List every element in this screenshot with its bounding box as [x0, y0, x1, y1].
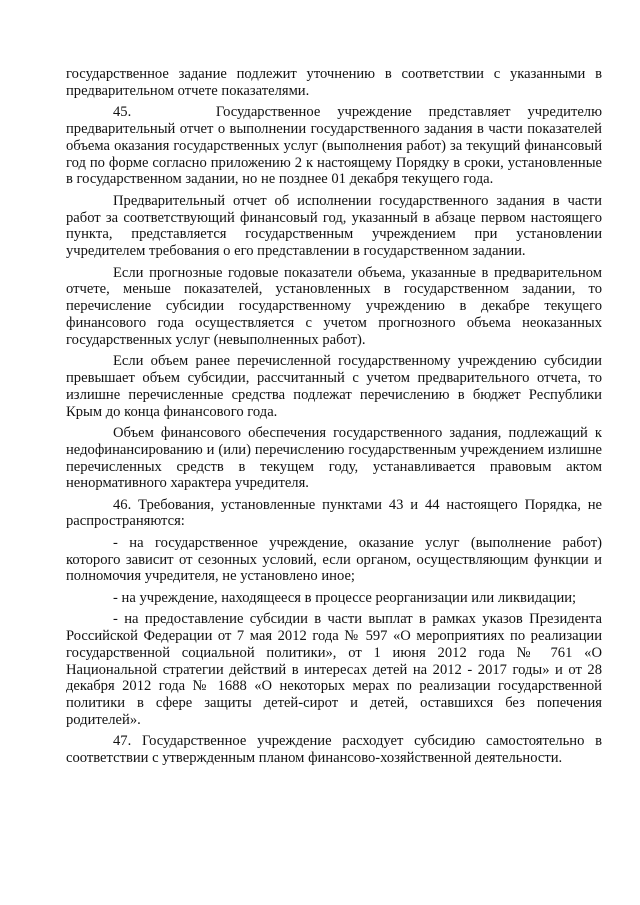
paragraph-item-46: 46. Требования, установленные пунктами 43 и 44 настоящего Порядка, не распространяются:: [66, 496, 602, 530]
document-page: [66, 66, 602, 772]
list-item-presidential-decrees: - на предоставление субсидии в части выплат в рамках указов Президента Российской Федерации от 7 мая 2012 года № 597 «О мероприятиях по реализации государственной социальной политики», от 1 июня 2012 года № 761 «О Национальной стратегии действий в интересах детей на 2012 - 2017 годы» и от 28 декабря 2012 года № 1688 «О некоторых мерах по реализации государственной политики в сфере защиты детей-сирот и детей, оставшихся без попечения родителей».: [66, 611, 602, 729]
paragraph-excess-subsidy: Если объем ранее перечисленной государственному учреждению субсидии превышает объем субсидии, рассчитанный с учетом предварительного отчета, то излишне перечисленные средства подлежат перечислению в бюджет Республики Крым до конца финансового года.: [66, 353, 602, 420]
paragraph-preliminary-report: Предварительный отчет об исполнении государственного задания в части работ за соответствующий финансовый год, указанный в абзаце первом настоящего пункта, представляется государственным учреждением при установлении учредителем требования о его представлении в государственном задании.: [66, 192, 602, 260]
paragraph-continuation: государственное задание подлежит уточнению в соответствии с указанными в предварительном отчете показателями.: [66, 66, 602, 99]
paragraph-forecast-indicators: Если прогнозные годовые показатели объема, указанные в предварительном отчете, меньше показателей, установленных в государственном задании, то перечисление субсидии государственному учреждению в декабре текущего финансового года осуществляется с учетом прогнозного объема неоказанных государственных услуг (невыполненных работ).: [66, 264, 602, 348]
paragraph-item-47: 47. Государственное учреждение расходует субсидию самостоятельно в соответствии с утвержденным планом финансово-хозяйственной деятельности.: [66, 733, 602, 767]
paragraph-item-45: 45. Государственное учреждение представляет учредителю предварительный отчет о выполнении государственного задания в части показателей объема оказания государственных услуг (выполнения работ) за текущий финансовый год по форме согласно приложению 2 к настоящему Порядку в сроки, установленные в государственном задании, но не позднее 01 декабря текущего года.: [66, 104, 602, 188]
paragraph-funding-volume: Объем финансового обеспечения государственного задания, подлежащий к недофинансированию и (или) перечислению государственным учреждением излишне перечисленных средств в текущем году, устанавливается правовым актом ненормативного характера учредителя.: [66, 424, 602, 492]
list-item-seasonal: - на государственное учреждение, оказание услуг (выполнение работ) которого зависит от сезонных условий, если органом, осуществляющим функции и полномочия учредителя, не установлено иное;: [66, 534, 602, 585]
list-item-reorganization: - на учреждение, находящееся в процессе реорганизации или ликвидации;: [113, 589, 577, 606]
